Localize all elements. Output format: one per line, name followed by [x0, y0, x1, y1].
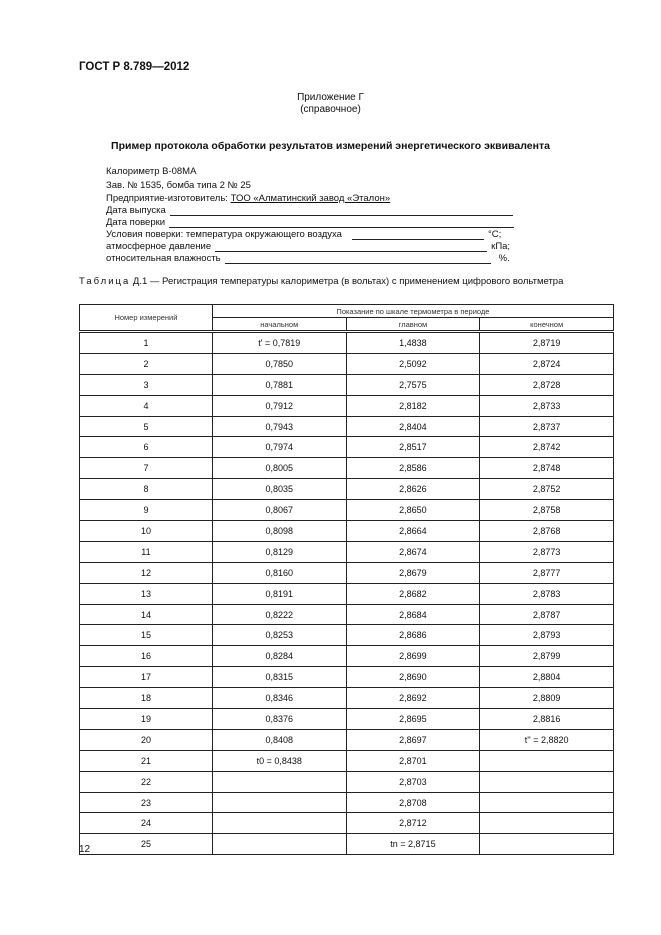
cell-initial: 0,7943 [212, 416, 346, 437]
cell-main: 2,8703 [346, 771, 480, 792]
cell-number: 17 [80, 667, 213, 688]
cell-initial: 0,8035 [212, 479, 346, 500]
table-row [80, 583, 614, 604]
cell-final: 2,8733 [480, 395, 614, 416]
cell-number: 12 [80, 562, 213, 583]
cell-final: 2,8719 [480, 332, 614, 354]
cell-initial: 0,8160 [212, 562, 346, 583]
cell-main: 2,8695 [346, 709, 480, 730]
cell-main: 2,5092 [346, 353, 480, 374]
col-header-initial: начальном [212, 318, 346, 332]
cell-initial: 0,7881 [212, 374, 346, 395]
table-row [80, 646, 614, 667]
cell-final: t'' = 2,8820 [480, 729, 614, 750]
cell-main: 2,8679 [346, 562, 480, 583]
cell-number: 7 [80, 458, 213, 479]
cell-initial: 0,7850 [212, 353, 346, 374]
humidity-label: относительная влажность [106, 253, 221, 264]
cell-number: 18 [80, 688, 213, 709]
cell-main: 2,8586 [346, 458, 480, 479]
table-row [80, 374, 614, 395]
calorimeter-text: Калориметр В-08МА [106, 166, 197, 177]
cell-final: 2,8742 [480, 437, 614, 458]
temperature-blank [352, 229, 484, 240]
cell-main: 2,8684 [346, 604, 480, 625]
cell-final: 2,8737 [480, 416, 614, 437]
table-caption [79, 276, 563, 287]
page-number: 12 [79, 844, 91, 855]
cell-number: 9 [80, 500, 213, 521]
temperature-table [79, 304, 614, 855]
cell-main: 2,8674 [346, 541, 480, 562]
table-caption-text: Д.1 — Регистрация температуры калориметра (в вольтах) с применением цифрового вольтметра [132, 276, 564, 287]
cell-initial: 0,8346 [212, 688, 346, 709]
conditions-label: Условия поверки: температура окружающего воздуха [106, 229, 342, 240]
humidity-line [106, 253, 510, 264]
table-caption-label: Таблица [79, 276, 131, 287]
cell-initial [212, 792, 346, 813]
temperature-line [106, 229, 501, 240]
cell-number: 3 [80, 374, 213, 395]
cell-main: 2,8701 [346, 750, 480, 771]
cell-initial: 0,8129 [212, 541, 346, 562]
cell-main: 2,8708 [346, 792, 480, 813]
temp-unit: °С; [487, 229, 502, 240]
cell-final [480, 792, 614, 813]
table-row [80, 458, 614, 479]
cell-main: 1,4838 [346, 332, 480, 354]
cell-number: 14 [80, 604, 213, 625]
maker-value: ТОО «Алматинский завод «Эталон» [230, 193, 391, 204]
cell-initial: 0,8408 [212, 729, 346, 750]
cell-final: 2,8799 [480, 646, 614, 667]
cell-number: 10 [80, 521, 213, 542]
cell-final: 2,8773 [480, 541, 614, 562]
cell-main: 2,8626 [346, 479, 480, 500]
cell-number: 25 [80, 834, 213, 855]
cell-final [480, 834, 614, 855]
cell-final: 2,8752 [480, 479, 614, 500]
release-date-blank [170, 205, 513, 216]
cell-final: 2,8728 [480, 374, 614, 395]
cell-main: 2,8699 [346, 646, 480, 667]
document-title: Пример протокола обработки результатов измерений энергетического эквивалента [111, 140, 550, 152]
cell-initial: 0,7974 [212, 437, 346, 458]
table-row [80, 750, 614, 771]
cell-number: 19 [80, 709, 213, 730]
cell-main: 2,8682 [346, 583, 480, 604]
verify-date-label: Дата поверки [106, 217, 166, 228]
serial-line [106, 180, 251, 191]
humidity-blank [225, 253, 491, 264]
cell-main: 2,8664 [346, 521, 480, 542]
col-header-final: конечном [480, 318, 614, 332]
cell-final: 2,8793 [480, 625, 614, 646]
cell-final: 2,8724 [480, 353, 614, 374]
cell-number: 8 [80, 479, 213, 500]
cell-initial: 0,8253 [212, 625, 346, 646]
cell-main: 2,8650 [346, 500, 480, 521]
table-row [80, 332, 614, 354]
cell-initial: 0,8098 [212, 521, 346, 542]
pressure-unit: кПа; [491, 241, 511, 252]
cell-initial: 0,8067 [212, 500, 346, 521]
cell-number: 11 [80, 541, 213, 562]
release-date-label: Дата выпуска [106, 205, 166, 216]
cell-initial [212, 834, 346, 855]
table-row [80, 521, 614, 542]
cell-final: 2,8748 [480, 458, 614, 479]
table-row [80, 709, 614, 730]
cell-number: 2 [80, 353, 213, 374]
cell-initial: 0,8222 [212, 604, 346, 625]
cell-initial: 0,8284 [212, 646, 346, 667]
cell-main: 2,7575 [346, 374, 480, 395]
cell-main: 2,8404 [346, 416, 480, 437]
cell-initial [212, 771, 346, 792]
cell-number: 13 [80, 583, 213, 604]
cell-initial: 0,7912 [212, 395, 346, 416]
cell-number: 16 [80, 646, 213, 667]
table-row [80, 771, 614, 792]
maker-line [106, 193, 390, 204]
standard-header: ГОСТ Р 8.789—2012 [79, 61, 190, 73]
pressure-blank [215, 241, 487, 252]
cell-final [480, 750, 614, 771]
cell-final: 2,8787 [480, 604, 614, 625]
cell-main: tn = 2,8715 [346, 834, 480, 855]
cell-number: 23 [80, 792, 213, 813]
cell-number: 22 [80, 771, 213, 792]
cell-initial: 0,8376 [212, 709, 346, 730]
table-row [80, 729, 614, 750]
verify-date-line [106, 217, 514, 228]
table-row [80, 541, 614, 562]
col-header-group: Показание по шкале термометра в периоде [212, 305, 613, 318]
cell-final: 2,8758 [480, 500, 614, 521]
cell-initial: 0,8315 [212, 667, 346, 688]
cell-initial: 0,8005 [212, 458, 346, 479]
calorimeter-line [106, 166, 196, 177]
cell-final: 2,8804 [480, 667, 614, 688]
table-row [80, 688, 614, 709]
cell-final: 2,8777 [480, 562, 614, 583]
cell-main: 2,8690 [346, 667, 480, 688]
pressure-line [106, 241, 510, 252]
cell-final: 2,8783 [480, 583, 614, 604]
table-row [80, 416, 614, 437]
cell-final: 2,8768 [480, 521, 614, 542]
table-row [80, 667, 614, 688]
table-row [80, 562, 614, 583]
table-row [80, 813, 614, 834]
table-row [80, 792, 614, 813]
cell-number: 5 [80, 416, 213, 437]
cell-initial: 0,8191 [212, 583, 346, 604]
cell-number: 20 [80, 729, 213, 750]
cell-number: 4 [80, 395, 213, 416]
cell-number: 15 [80, 625, 213, 646]
appendix-title: Приложение Г [297, 92, 364, 103]
col-header-main: главном [346, 318, 480, 332]
appendix-subtitle: (справочное) [300, 104, 361, 115]
table-row [80, 395, 614, 416]
cell-number: 6 [80, 437, 213, 458]
verify-date-blank [169, 217, 514, 228]
table-row [80, 834, 614, 855]
maker-label: Предприятие-изготовитель: [106, 193, 228, 204]
col-header-number: Номер измерений [80, 305, 213, 332]
pressure-label: атмосферное давление [106, 241, 212, 252]
table-row [80, 353, 614, 374]
cell-final: 2,8816 [480, 709, 614, 730]
cell-number: 24 [80, 813, 213, 834]
humidity-unit: %. [498, 253, 510, 264]
cell-main: 2,8182 [346, 395, 480, 416]
cell-main: 2,8697 [346, 729, 480, 750]
cell-initial: t0 = 0,8438 [212, 750, 346, 771]
cell-final: 2,8809 [480, 688, 614, 709]
cell-final [480, 771, 614, 792]
release-date-line [106, 205, 513, 216]
cell-initial [212, 813, 346, 834]
cell-initial: t' = 0,7819 [212, 332, 346, 354]
table-row [80, 625, 614, 646]
cell-main: 2,8517 [346, 437, 480, 458]
table-row [80, 479, 614, 500]
cell-final [480, 813, 614, 834]
cell-main: 2,8712 [346, 813, 480, 834]
cell-main: 2,8686 [346, 625, 480, 646]
table-row [80, 500, 614, 521]
cell-main: 2,8692 [346, 688, 480, 709]
serial-text: Зав. № 1535, бомба типа 2 № 25 [106, 180, 251, 191]
table-row [80, 604, 614, 625]
table-row [80, 437, 614, 458]
cell-number: 21 [80, 750, 213, 771]
cell-number: 1 [80, 332, 213, 354]
